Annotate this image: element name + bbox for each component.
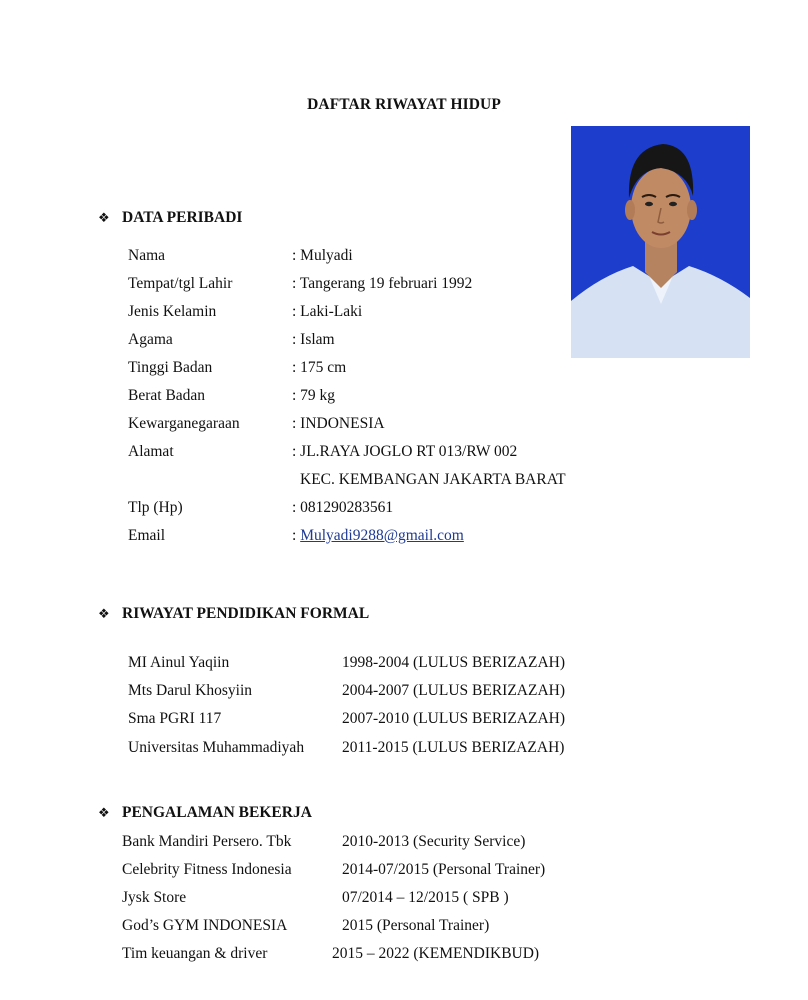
section-heading-experience	[98, 804, 312, 822]
field-label: Kewarganegaraan	[128, 415, 240, 432]
field-value: : INDONESIA	[292, 415, 385, 432]
field-label: Agama	[128, 331, 173, 348]
job-period: 07/2014 – 12/2015 ( SPB )	[342, 889, 509, 906]
job-period: 2014-07/2015 (Personal Trainer)	[342, 861, 546, 878]
job-period: 2010-2013 (Security Service)	[342, 833, 526, 850]
email-link[interactable]: Mulyadi9288@gmail.com	[300, 527, 464, 544]
field-value: : 79 kg	[292, 387, 336, 404]
field-label: Tlp (Hp)	[128, 499, 183, 516]
school-name: MI Ainul Yaqiin	[128, 654, 230, 671]
field-label: Jenis Kelamin	[128, 303, 217, 320]
diamond-bullet-icon: ❖	[98, 210, 110, 225]
company-name: Celebrity Fitness Indonesia	[122, 861, 292, 878]
school-period: 2007-2010 (LULUS BERIZAZAH)	[342, 710, 566, 727]
field-value: : 175 cm	[292, 359, 347, 376]
field-value: : 081290283561	[292, 499, 394, 516]
field-label: Berat Badan	[128, 387, 206, 404]
school-period: 2011-2015 (LULUS BERIZAZAH)	[342, 739, 565, 756]
section-heading-personal	[98, 209, 242, 227]
school-name: Mts Darul Khosyiin	[128, 682, 252, 699]
field-value: : JL.RAYA JOGLO RT 013/RW 002	[292, 443, 518, 460]
field-label: Email	[128, 527, 166, 544]
email-colon: :	[292, 527, 301, 544]
job-period: 2015 (Personal Trainer)	[342, 917, 490, 934]
field-value: KEC. KEMBANGAN JAKARTA BARAT	[300, 471, 566, 488]
job-period: 2015 – 2022 (KEMENDIKBUD)	[332, 945, 540, 962]
profile-photo	[571, 126, 750, 358]
diamond-bullet-icon: ❖	[98, 606, 110, 621]
company-name: Bank Mandiri Persero. Tbk	[122, 833, 292, 850]
section-heading-label: PENGALAMAN BEKERJA	[122, 804, 312, 821]
school-name: Universitas Muhammadiyah	[128, 739, 305, 756]
page-title: DAFTAR RIWAYAT HIDUP	[307, 96, 501, 113]
field-value: : Laki-Laki	[292, 303, 363, 320]
field-value: : Islam	[292, 331, 335, 348]
field-value: : Tangerang 19 februari 1992	[292, 275, 473, 292]
field-label: Alamat	[128, 443, 174, 460]
school-name: Sma PGRI 117	[128, 710, 222, 727]
company-name: Tim keuangan & driver	[122, 945, 268, 962]
company-name: Jysk Store	[122, 889, 187, 906]
company-name: God’s GYM INDONESIA	[122, 917, 288, 934]
diamond-bullet-icon: ❖	[98, 805, 110, 820]
field-label: Tempat/tgl Lahir	[128, 275, 233, 292]
section-heading-label: DATA PERIBADI	[122, 209, 243, 226]
section-heading-education	[98, 605, 369, 623]
field-value: : Mulyadi	[292, 247, 353, 264]
school-period: 2004-2007 (LULUS BERIZAZAH)	[342, 682, 566, 699]
school-period: 1998-2004 (LULUS BERIZAZAH)	[342, 654, 566, 671]
field-value	[292, 527, 464, 545]
section-heading-label: RIWAYAT PENDIDIKAN FORMAL	[122, 605, 370, 622]
portrait-image	[571, 126, 750, 358]
field-label: Nama	[128, 247, 166, 264]
field-label: Tinggi Badan	[128, 359, 213, 376]
